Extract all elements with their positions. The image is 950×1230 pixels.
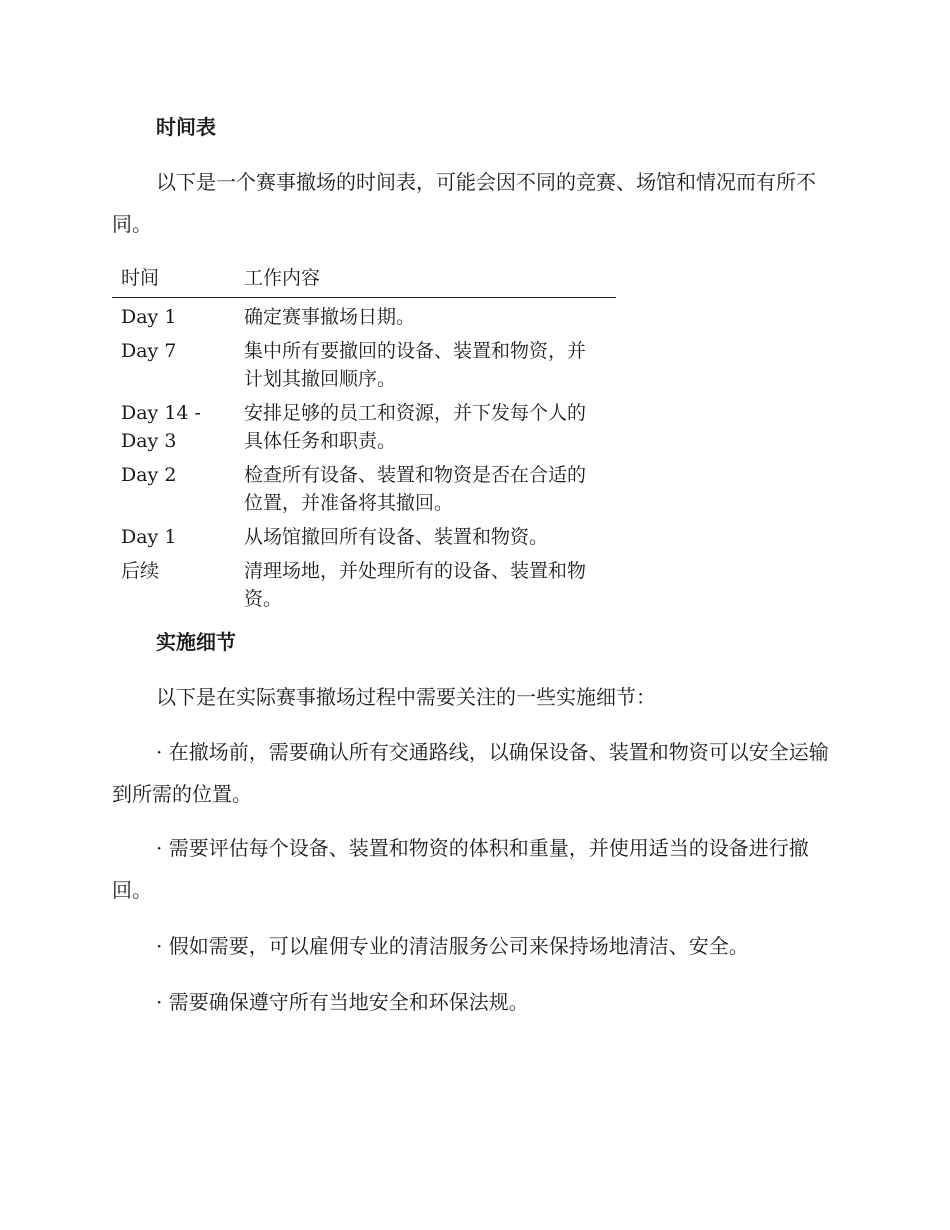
schedule-heading: 时间表 [156,115,216,139]
table-row [112,394,616,456]
row-time: Day 14 - Day 3 [121,402,201,452]
row-time: Day 1 [121,526,177,548]
table-row [112,518,616,552]
row-task: 安排足够的员工和资源，并下发每个人的具体任务和职责。 [244,402,587,452]
row-time: Day 1 [121,306,177,328]
table-row [112,456,616,518]
details-intro: 以下是在实际赛事撤场过程中需要关注的一些实施细节： [156,685,656,709]
table-row [112,552,616,614]
table-row [112,332,616,394]
details-bullet: · 需要确保遵守所有当地安全和环保法规。 [156,990,529,1014]
header-time: 时间 [121,267,160,289]
header-task: 工作内容 [244,267,321,289]
timeline-header-row [112,264,616,298]
schedule-intro: 以下是一个赛事撤场的时间表，可能会因不同的竞赛、场馆和情况而有所不同。 [112,170,816,236]
row-time: Day 7 [121,340,177,362]
row-task: 集中所有要撤回的设备、装置和物资，并计划其撤回顺序。 [244,340,587,390]
row-task: 从场馆撤回所有设备、装置和物资。 [244,526,549,548]
row-time: 后续 [121,560,160,582]
row-task: 检查所有设备、装置和物资是否在合适的位置，并准备将其撤回。 [244,464,587,514]
row-task: 确定赛事撤场日期。 [244,306,416,328]
row-task: 清理场地，并处理所有的设备、装置和物资。 [244,560,587,610]
details-bullet: · 在撤场前，需要确认所有交通路线，以确保设备、装置和物资可以安全运输到所需的位置。 [112,740,829,806]
details-heading: 实施细节 [156,630,236,654]
row-time: Day 2 [121,464,177,486]
details-bullet: · 需要评估每个设备、装置和物资的体积和重量，并使用适当的设备进行撤回。 [112,836,809,902]
details-bullet: · 假如需要，可以雇佣专业的清洁服务公司来保持场地清洁、安全。 [156,934,749,958]
table-row [112,298,616,332]
timeline-table [112,264,616,614]
